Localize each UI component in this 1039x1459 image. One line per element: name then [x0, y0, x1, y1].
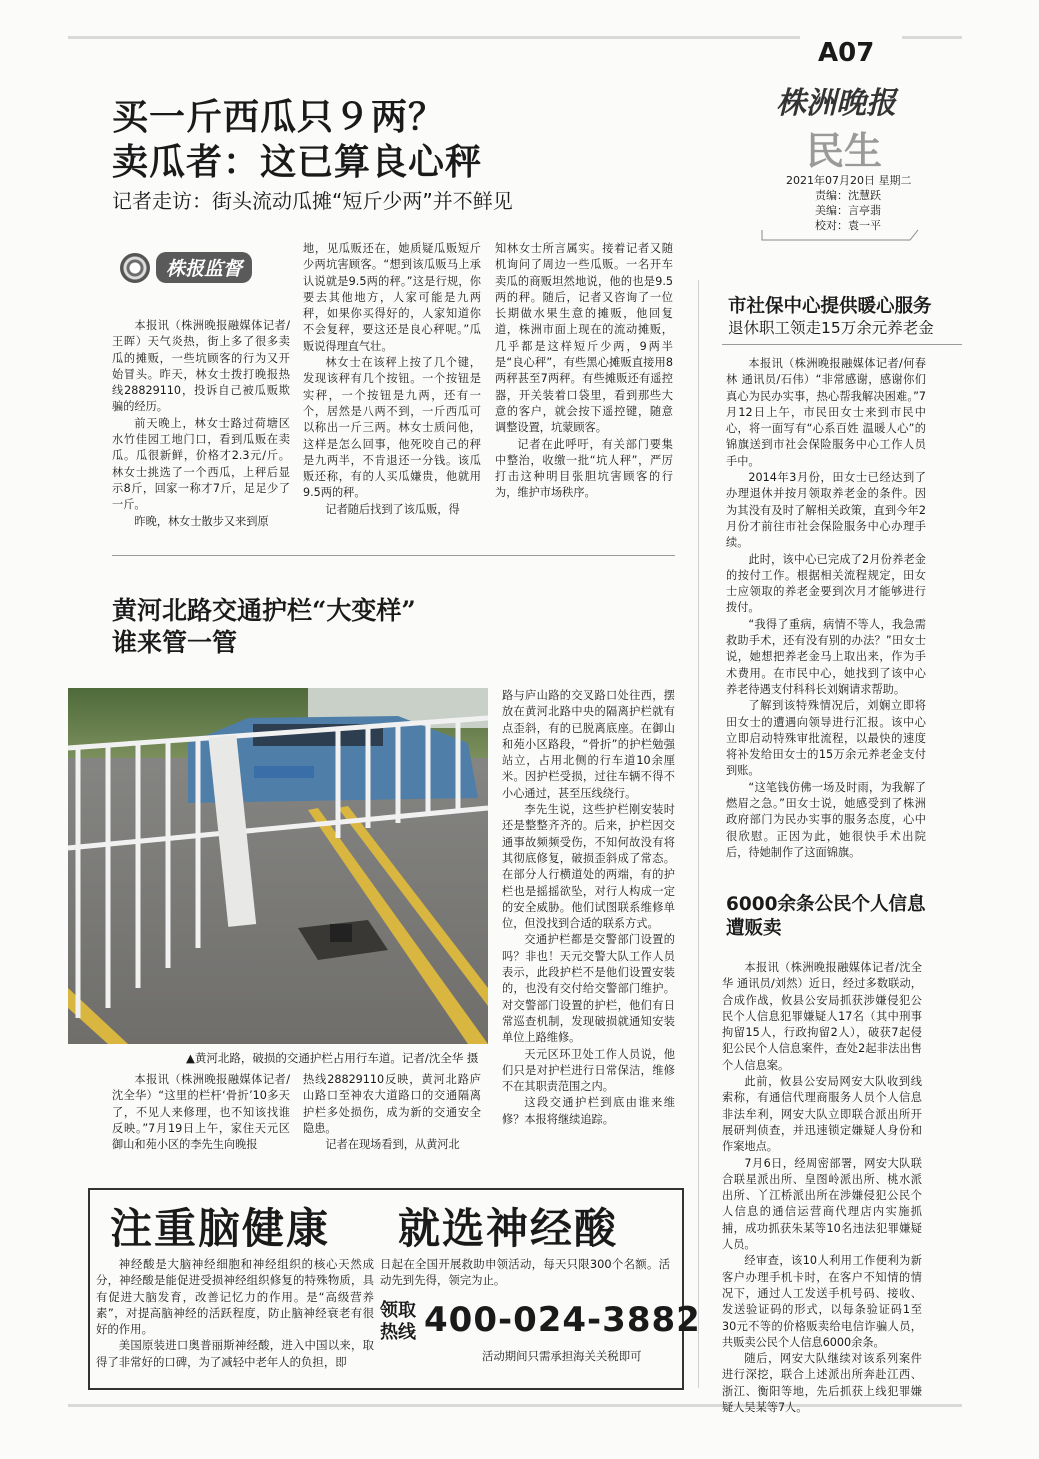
- ad-body-left: [96, 1256, 374, 1374]
- divider: [112, 555, 675, 556]
- paragraph: “这笔钱仿佛一场及时雨，为我解了燃眉之急。”田女士说，她感受到了株洲政府部门为民办实事的服务态度，心中很欣慰。正因为此，她很快手术出院后，待她制作了这面锦旗。: [726, 780, 926, 859]
- paragraph: 了解到该特殊情况后，刘娴立即将田女士的遭遇向领导进行汇报。该中心立即启动特殊审批流程，以最快的速度将补发给田女士的15万余元养老金支付到账。: [726, 699, 926, 778]
- story2-bottom-column-1: [112, 1072, 290, 1154]
- supervision-badge: [120, 252, 252, 283]
- story4-title-line1: 6000余条公民个人信息: [726, 894, 926, 915]
- badge-label: 株报监督: [156, 252, 252, 283]
- story2-title-line2: 谁来管一管: [112, 628, 238, 657]
- story1-subtitle: 记者走访：街头流动瓜摊“短斤少两”并不鲜见: [112, 189, 513, 213]
- ad-headline-left: 注重脑健康: [110, 1204, 331, 1253]
- paragraph: 李先生说，这些护栏刚安装时还是整整齐齐的。后来，护栏因交通事故频频受伤，不知何故没有将其彻底修复，破损歪斜成了常态。在部分人行横道处的两端，有的护栏也是摇摇欲坠，对行人构成一定的安全威胁。他们试图联系维修单位，但没找到合适的联系方式。: [502, 803, 675, 931]
- proofreader-credit: 校对：袁一平: [815, 219, 881, 232]
- editor-credit: 责编：沈慧跃: [815, 189, 881, 202]
- photo-caption: ▲黄河北路，破损的交通护栏占用行车道。记者/沈全华 摄: [186, 1051, 479, 1065]
- paper-name: 株洲晚报: [776, 86, 896, 121]
- story1-column-3: [495, 241, 673, 531]
- story2-title-line1: 黄河北路交通护栏“大变样”: [112, 596, 416, 625]
- paragraph: 天元区环卫处工作人员说，他们只是对护栏进行日常保洁，维修不在其职责范围之内。: [502, 1047, 675, 1094]
- ad-footnote: 活动期间只需承担海关关税即可: [482, 1349, 642, 1363]
- paragraph: 本报讯（株洲晚报融媒体记者/何春林 通讯员/石伟）“非常感谢，感谢你们真心为民办实事，热心帮我解决困难。”7月12日上午，市民田女士来到市民中心，将一面写有“心系百姓 温暖人心”的锦旗送到市社会保险服务中心工作人员手中。: [726, 357, 926, 468]
- paragraph: 此前，攸县公安局网安大队收到线索称，有通信代理商服务人员个人信息非法牟利，网安大队立即联合派出所开展研判侦查，并迅速锁定嫌疑人身份和作案地点。: [722, 1075, 922, 1154]
- paragraph: 记者在此呼吁，有关部门要集中整治，收缴一批“坑人秤”，严厉打击这种明目张胆坑害顾客的行为，维护市场秩序。: [495, 437, 673, 500]
- story1-title-line1: 买一斤西瓜只９两？: [112, 96, 446, 138]
- story4-body: [722, 960, 922, 1415]
- section-name: 民生: [806, 128, 883, 173]
- story1-column-1: [112, 318, 290, 530]
- paragraph: 前天晚上，林女士路过荷塘区水竹佳园工地门口，看到瓜贩在卖瓜。瓜很新鲜，价格才2.3元/斤。林女士挑选了一个西瓜，上秤后显示8斤，回家一称才7斤，足足少了一斤。: [112, 416, 290, 512]
- hotline-number: 400-024-3882: [424, 1300, 701, 1340]
- guardrail-photo: [68, 688, 488, 1044]
- paragraph: 美国原装进口奥普丽斯神经酸，进入中国以来，取得了非常好的口碑，为了减轻中老年人的负担，即: [96, 1338, 374, 1369]
- paragraph: 随后，网安大队继续对该系列案件进行深挖，联合上述派出所奔赴江西、浙江、衡阳等地，先后抓获上线犯罪嫌疑人吴某等7人。: [722, 1352, 922, 1415]
- hotline-label: 领取热线: [380, 1300, 416, 1343]
- paragraph: 知林女士所言属实。接着记者又随机询问了周边一些瓜贩。一名开车卖瓜的商贩坦然地说，他的也是9.5两的秤。随后，记者又咨询了一位长期做水果生意的摊贩，他回复道，株洲市面上现在的流动摊贩，几乎都是这样短斤少两，9两半是“良心秤”，有些黑心摊贩直接用8两秤甚至7两秤。有些摊贩还有遥控器，开关装着口袋里，看到那些大意的客户，就会按下遥控键，随意调整设置，坑蒙顾客。: [495, 242, 673, 435]
- paragraph: 交通护栏都是交警部门设置的吗？非也！天元交警大队工作人员表示，此段护栏不是他们设置安装的，也没有交付给交警部门维护。对交警部门设置的护栏，他们有日常巡查机制，发现破损就通知安装单位上路维修。: [502, 933, 675, 1045]
- paragraph: 昨晚，林女士散步又来到原: [134, 514, 269, 528]
- top-rule-right: [902, 36, 962, 39]
- paragraph: 路与庐山路的交叉路口处往西，摆放在黄河北路中央的隔离护栏就有点歪斜，有的已脱离底座。在御山和苑小区路段，“骨折”的护栏勉强站立，占用北侧的行车道10余厘米。因护栏受损，过往车辆不得不小心通过，甚至压线绕行。: [502, 689, 675, 800]
- story2-bottom-column-2: [303, 1072, 481, 1154]
- art-editor-credit: 美编：言亭翡: [815, 204, 881, 217]
- page-number: A07: [818, 38, 875, 68]
- divider: [722, 344, 962, 345]
- paragraph: 记者在现场看到，从黄河北: [325, 1138, 460, 1152]
- paragraph: 神经酸是大脑神经细胞和神经组织的核心天然成分，神经酸是能促进受损神经组织修复的特殊物质，具有促进大脑发育，改善记忆力的作用。是“高级营养素”，对提高脑神经的活跃程度，防止脑神经衰老有很好的作用。: [96, 1257, 374, 1337]
- paragraph: 本报讯（株洲晚报融媒体记者/沈全华）“这里的栏杆‘骨折’10多天了，不见人来修理，也不知该找谁反映。”7月19日上午，家住天元区御山和苑小区的李先生向晚报: [112, 1073, 290, 1152]
- paragraph: 林女士在该秤上按了几个键，发现该秤有几个按钮。一个按钮是实秤，一个按钮是九两，还有一个，居然是八两不到，一斤西瓜可以称出一斤三两。林女士质问他，这样是怎么回事，他死咬自己的秤是九两半，不肯退还一分钱。该瓜贩还称，有的人买瓜嫌贵，他就用9.5两的秤。: [303, 356, 481, 500]
- story4-title-line2: 遭贩卖: [726, 918, 782, 939]
- paragraph: 热线28829110反映，黄河北路庐山路口至神农大道路口的交通隔离护栏多处损伤，成为新的交通安全隐患。: [303, 1073, 481, 1135]
- story3-subtitle: 退休职工领走15万余元养老金: [728, 319, 934, 337]
- paragraph: 本报讯（株洲晚报融媒体记者/沈全华 通讯员/刘然）近日，经过多数联动，合成作战，攸县公安局抓获涉嫌侵犯公民个人信息犯罪嫌疑人17名（其中刑事拘留15人，行政拘留2人），破获7起侵犯公民个人信息案件，查处2起非法出售个人信息案。: [722, 961, 922, 1072]
- story3-body: [726, 356, 926, 859]
- ad-body-right: [380, 1256, 670, 1296]
- column-divider: [698, 280, 699, 1388]
- paragraph: 经审查，该10人利用工作便利为新客户办理手机卡时，在客户不知情的情况下，通过人工发送手机号码、接收、发送验证码的形式，以每条验证码1至30元不等的价格贩卖给电信诈骗人员，共贩卖公民个人信息6000余条。: [722, 1254, 922, 1349]
- ad-headline-right: 就选神经酸: [398, 1204, 619, 1253]
- story1-title-line2: 卖瓜者：这已算良心秤: [112, 141, 483, 183]
- story3-title: 市社保中心提供暖心服务: [728, 296, 932, 317]
- story1-column-2: [303, 241, 481, 531]
- paragraph: 7月6日，经周密部署，网安大队联合联星派出所、皇图岭派出所、桃水派出所、丫江桥派出所在涉嫌侵犯公民个人信息的通信运营商代理店内实施抓捕，成功抓获朱某等10名违法犯罪嫌疑人员。: [722, 1156, 922, 1252]
- paragraph: 地，见瓜贩还在，她质疑瓜贩短斤少两坑害顾客。“想到该瓜贩马上承认说就是9.5两的秤。”这是行规，你要去其他地方，人家可能是九两秤，如果你买得好的，人家知道你不会复秤，要这还是良心秤呢。”瓜贩说得理直气壮。: [303, 242, 481, 353]
- paragraph: 此时，该中心已完成了2月份养老金的按付工作。根据相关流程规定，田女士应领取的养老金要到次月才能够进行拨付。: [726, 552, 926, 615]
- paragraph: 本报讯（株洲晚报融媒体记者/王晖）天气炎热，街上多了很多卖瓜的摊贩，一些坑顾客的行为又开始冒头。昨天，林女士拨打晚报热线28829110，投诉自己被瓜贩欺骗的经历。: [112, 319, 290, 414]
- paragraph: 日起在全国开展救助申领活动，每天只限300个名额。活动先到先得，领完为止。: [380, 1257, 670, 1288]
- paragraph: 这段交通护栏到底由谁来维修？本报将继续追踪。: [502, 1096, 675, 1126]
- paragraph: 记者随后找到了该瓜贩，得: [325, 502, 460, 516]
- story2-right-column: [502, 688, 675, 1134]
- header-bracket: [760, 228, 920, 248]
- top-rule: [68, 36, 800, 39]
- paragraph: “我得了重病，病情不等人，我急需救助手术，还有没有别的办法？”田女士说，她想把养老金马上取出来，作为手术费用。在市民中心，她找到了该中心养老待遇支付科科长刘娴请求帮助。: [726, 617, 926, 696]
- paragraph: 2014年3月份，田女士已经达到了办理退休并按月领取养老金的条件。因为其没有及时了解相关政策，直到今年2月份才前往市社会保险服务中心办理手续。: [726, 471, 926, 550]
- camera-lens-icon: [120, 253, 150, 283]
- issue-date: 2021年07月20日 星期二: [786, 174, 912, 187]
